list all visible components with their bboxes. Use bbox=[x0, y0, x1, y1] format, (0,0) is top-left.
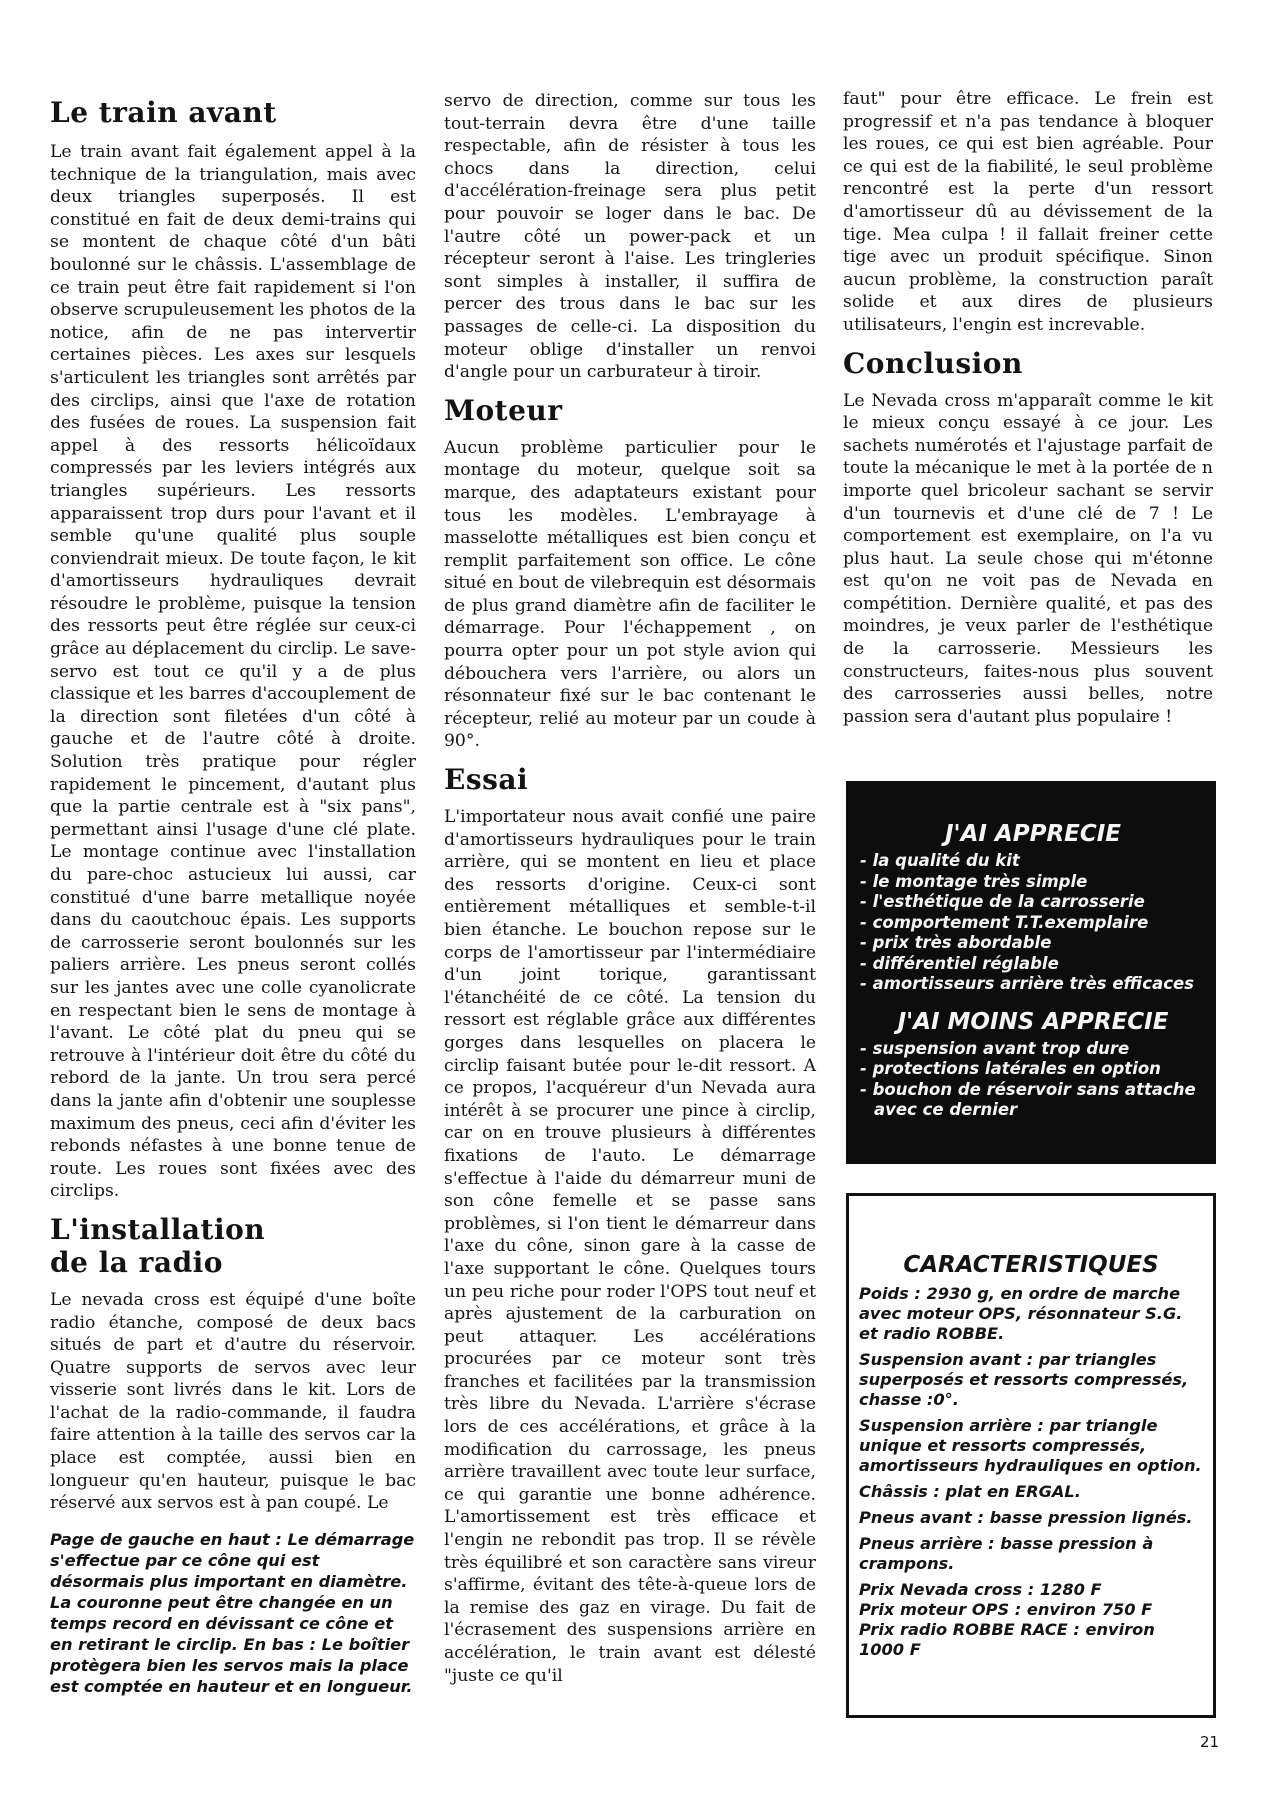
spec-chassis: Châssis : plat en ERGAL. bbox=[859, 1482, 1081, 1501]
photo-caption: Page de gauche en haut : Le démarrage s'effectue par ce cône qui est désormais plus important en diamètre. La couronne peut être changée en un temps record en dévissant ce cône et en retirant le circlip. En bas : Le boîtier protègera bien les servos mais la place est comptée en hauteur et en longueur. bbox=[50, 1529, 415, 1696]
spec-suspension-arriere: Suspension arrière : par triangle unique et ressorts compressés, amortisseurs hydrauliques en option. bbox=[859, 1416, 1202, 1475]
heading-installation-line1: L'installation bbox=[50, 1212, 266, 1246]
disliked-item: - bouchon de réservoir sans attache bbox=[860, 1079, 1196, 1099]
spec-pneus-arriere: Pneus arrière : basse pression à crampons. bbox=[859, 1534, 1154, 1573]
column-left bbox=[50, 88, 416, 1697]
liked-item: - l'esthétique de la carrosserie bbox=[860, 892, 1145, 911]
liked-item: - amortisseurs arrière très efficaces bbox=[860, 974, 1194, 993]
liked-item: - prix très abordable bbox=[860, 933, 1052, 952]
heading-conclusion: Conclusion bbox=[843, 346, 1023, 380]
paragraph-train-avant: Le train avant fait également appel à la technique de la triangulation, mais avec deux triangles superposés. Il est constitué en fait de deux demi-trains qui se montent de chaque côté d'un bâti boulonné sur le châssis. L'assemblage de ce train peut être fait rapidement si l'on observe scrupuleusement les photos de la notice, afin de ne pas intervertir certaines pièces. Les axes sur lesquels s'articulent les triangles sont arrêtés par des circlips, ainsi que l'axe de rotation des fusées de roues. La suspension fait appel à des ressorts hélicoïdaux compressés par les leviers intégrés aux triangles supérieurs. Les ressorts apparaissent trop durs pour l'avant et il semble qu'une qualité plus souple conviendrait mieux. De toute façon, le kit d'amortisseurs hydrauliques devrait résoudre le problème, puisque la tension des ressorts peut être réglée sur ceux-ci grâce au déplacement du circlip. Le save-servo est tout ce qu'il y a de plus classique et les barres d'accouplement de la direction sont filetées d'un côté à gauche et de l'autre côté à droite. Solution très pratique pour régler rapidement le pincement, d'autant plus que la partie centrale est à "six pans", permettant ainsi l'usage d'une clé plate. Le montage continue avec l'installation du pare-choc astucieux lui aussi, car constitué d'une barre metallique noyée dans du caoutchouc épais. Les supports de carrosserie seront boulonnés sur les paliers arrière. Les pneus seront collés sur les jantes avec une colle cyanolicrate en respectant bien le sens de montage à l'avant. Le côté plat du pneu qui se retrouve à l'intérieur doit être du côté du rebord de la jante. Un trou sera percé dans la jante afin d'obtenir une souplesse maximum des pneus, ceci afin d'éviter les rebonds néfastes à une bonne tenue de route. Les roues sont fixées avec des circlips. bbox=[50, 142, 416, 1202]
paragraph-servo-continued: servo de direction, comme sur tous les tout-terrain devra être d'une taille respectable, afin de résister à tous les chocs dans la direction, celui d'accélération-freinage sera plus petit pour pouvoir se loger dans le bac. De l'autre côté un power-pack et un récepteur seront à l'aise. Les tringleries sont simples à installer, il suffira de percer des trous dans le bac sur les passages de celle-ci. La disposition du moteur oblige d'installer un renvoi d'angle pour un carburateur à tiroir. bbox=[444, 91, 816, 383]
paragraph-essai-continued: faut" pour être efficace. Le frein est progressif et n'a pas tendance à bloquer les roues, ce qui est bien agréable. Pour ce qui est de la fiabilité, le seul problème rencontré est la perte d'un ressort d'amortisseur dû au dévissement de la tige. Mea culpa ! il fallait freiner cette tige avec un produit spécifique. Sinon aucun problème, la construction paraît solide et aux dires de plusieurs utilisateurs, l'engin est increvable. bbox=[843, 89, 1213, 335]
spec-suspension-avant: Suspension avant : par triangles superposés et ressorts compressés, chasse :0°. bbox=[859, 1350, 1189, 1409]
liked-item: - le montage très simple bbox=[860, 871, 1088, 891]
disliked-item: - protections latérales en option bbox=[860, 1059, 1161, 1078]
disliked-title: J'AI MOINS APPRECIE bbox=[897, 1008, 1169, 1035]
paragraph-installation: Le nevada cross est équipé d'une boîte radio étanche, composé de deux bacs situés de part et d'autre du réservoir. Quatre supports de servos avec leur visserie sont livrés dans le kit. Lors de l'achat de la radio-commande, il faudra faire attention à la taille des servos car la place est comptée, aussi bien en longueur qu'en hauteur, puisque le bac réservé aux servos est à pan coupé. Le bbox=[50, 1289, 416, 1514]
liked-item: - différentiel réglable bbox=[860, 953, 1059, 973]
appreciation-box bbox=[846, 781, 1216, 1164]
specs-title: CARACTERISTIQUES bbox=[903, 1252, 1159, 1278]
paragraph-moteur: Aucun problème particulier pour le montage du moteur, quelque soit sa marque, des adaptateurs existant pour tous les modèles. L'embrayage à masselotte métalliques est bien conçu et remplit parfaitement son office. Le cône situé en bout de vilebrequin est désormais de plus grand diamètre afin de faciliter le démarrage. Pour l'échappement , on pourra opter pour un pot style avion qui débouchera vers l'arrière, ou alors un résonnateur fixé sur le bac contenant le récepteur, relié au moteur par un coude à 90°. bbox=[444, 437, 816, 752]
page-number: 21 bbox=[1200, 1733, 1220, 1751]
disliked-list bbox=[860, 1039, 1206, 1121]
heading-essai: Essai bbox=[444, 763, 529, 797]
column-right bbox=[843, 88, 1213, 738]
spec-pneus-avant: Pneus avant : basse pression lignés. bbox=[859, 1508, 1193, 1527]
disliked-item: - suspension avant trop dure bbox=[860, 1038, 1130, 1058]
heading-moteur: Moteur bbox=[444, 393, 563, 427]
spec-prix-radio: Prix radio ROBBE RACE : environ 1000 F bbox=[859, 1620, 1155, 1659]
spec-prix-nevada: Prix Nevada cross : 1280 F bbox=[859, 1580, 1102, 1599]
column-middle bbox=[444, 90, 816, 1697]
liked-item: - la qualité du kit bbox=[860, 851, 1020, 870]
liked-item: - comportement T.T.exemplaire bbox=[860, 912, 1149, 932]
specifications-box bbox=[846, 1193, 1216, 1718]
paragraph-essai: L'importateur nous avait confié une paire d'amortisseurs hydrauliques pour le train arrière, qui se montent en lieu et place des ressorts d'origine. Ceux-ci sont entièrement métalliques et semble-t-il bien étanche. Le bouchon repose sur le corps de l'amortisseur par l'intermédiaire d'un joint torique, garantissant l'étanchéité de ce côté. La tension du ressort est réglable grâce aux différentes gorges dans lesquelles on placera le circlip faisant butée pour le-dit ressort. A ce propos, l'acquéreur d'un Nevada aura intérêt à se procurer une pince à circlip, car on en trouve plusieurs à différentes fixations de l'auto. Le démarrage s'effectue à l'aide du démarreur muni de son cône femelle et se passe sans problèmes, si l'on tient le démarreur dans l'axe du cône, sinon gare à la casse de l'axe supportant le cône. Quelques tours un peu riche pour roder l'OPS tout neuf et après ajustement de la carburation on peut attaquer. Les accélérations procurées par ce moteur sont très franches et facilitées par la transmission très libre du Nevada. L'arrière s'écrase lors de ces accélérations, et grâce à la modification du carrossage, les pneus arrière travaillent avec toute leur surface, ce qui garantie une bonne adhérence. L'amortissement est très efficace et l'engin ne rebondit pas trop. Il se révèle très équilibré et son caractère sans vireur s'affirme, évitant des tête-à-queue lors de la remise des gaz en virage. Du fait de l'écrasement des suspensions arrière en accélération, le train avant est délesté "juste ce qu'il bbox=[444, 807, 816, 1686]
disliked-item: avec ce dernier bbox=[874, 1100, 1018, 1119]
paragraph-conclusion: Le Nevada cross m'apparaît comme le kit le mieux conçu essayé à ce jour. Les sachets numérotés et l'ajustage parfait de toute la mécanique le met à la portée de n importe quel bricoleur sachant se servir d'un tournevis et d'une clé de 7 ! Le comportement est exemplaire, on l'a vu plus haut. La seule chose qui m'étonne est qu'on ne voit pas de Nevada en compétition. Dernière qualité, et pas des moindres, je veux parler de l'esthétique de la carrosserie. Messieurs les constructeurs, faites-nous plus souvent des carrosseries aussi belles, notre passion sera d'autant plus populaire ! bbox=[843, 390, 1213, 727]
spec-prix-moteur: Prix moteur OPS : environ 750 F bbox=[859, 1600, 1153, 1619]
heading-installation-line2: de la radio bbox=[50, 1245, 223, 1279]
liked-title: J'AI APPRECIE bbox=[944, 821, 1122, 847]
heading-train-avant: Le train avant bbox=[50, 96, 277, 129]
liked-list bbox=[860, 851, 1206, 995]
spec-poids: Poids : 2930 g, en ordre de marche avec moteur OPS, résonnateur S.G. et radio ROBBE. bbox=[859, 1284, 1183, 1343]
